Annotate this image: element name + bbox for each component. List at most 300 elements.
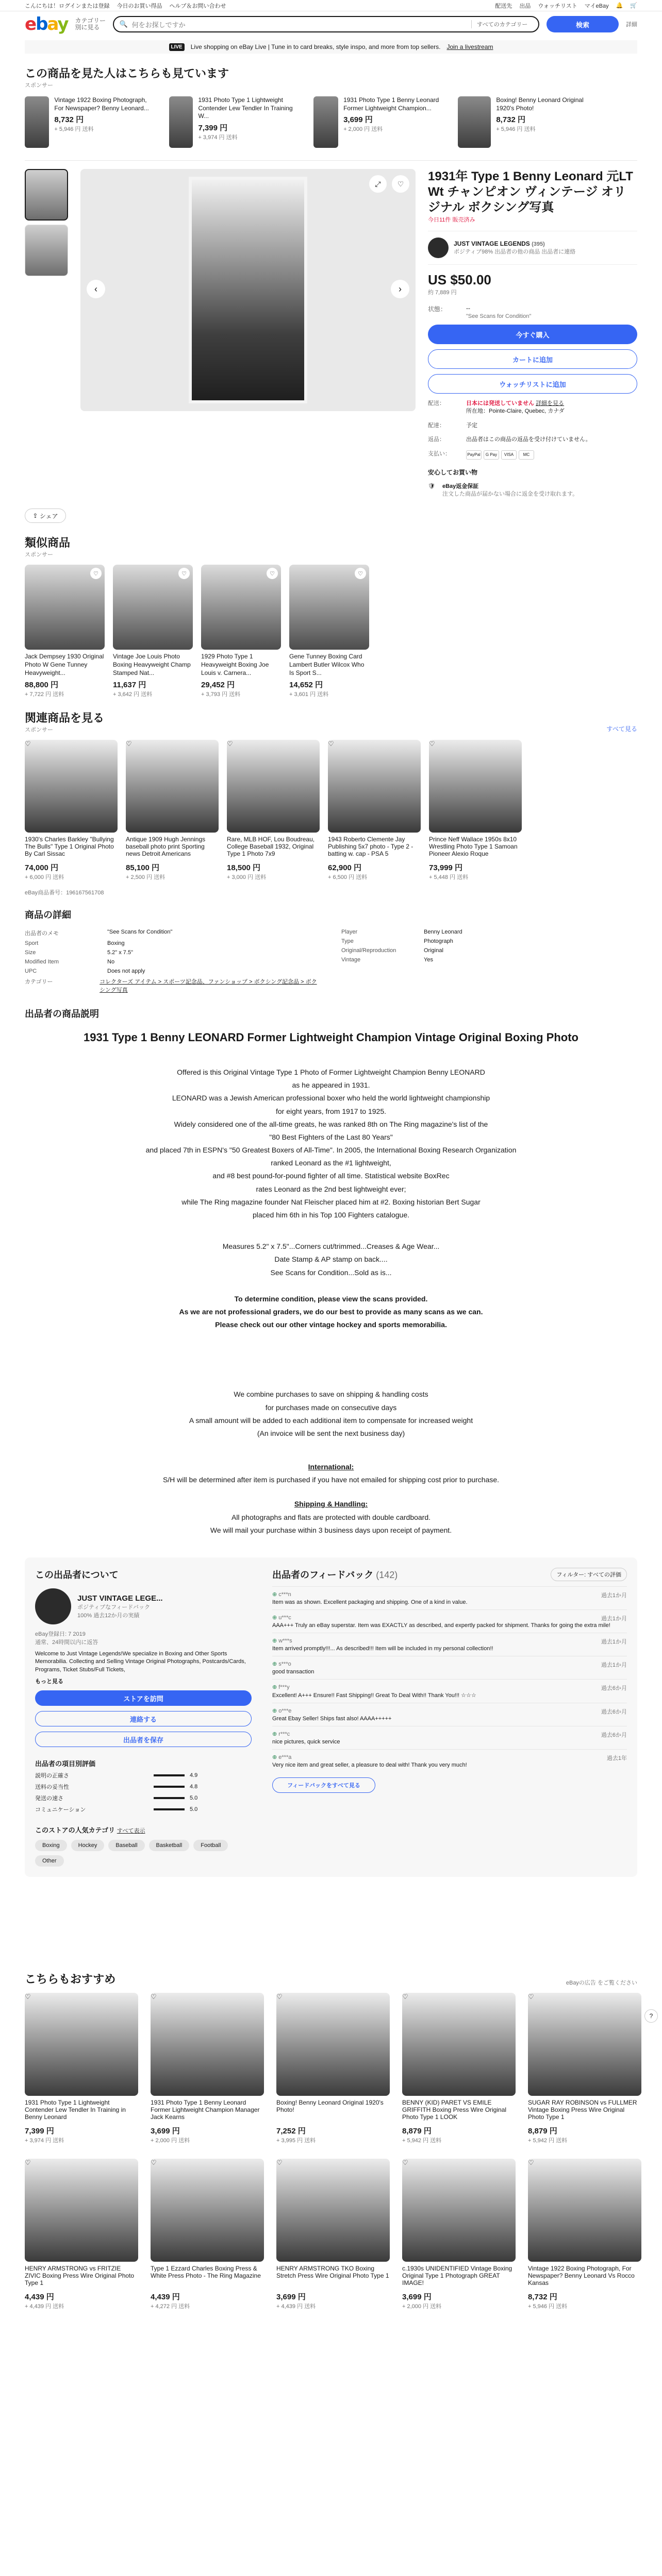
feedback-date: 過去1年: [606, 1755, 627, 1761]
item-image[interactable]: [25, 1993, 138, 2096]
sponsored-label: スポンサー: [25, 552, 53, 558]
list-item[interactable]: [289, 565, 369, 698]
feedback-user: c***n: [278, 1591, 291, 1598]
shipping-label: 配送：: [428, 400, 445, 406]
desc-line: Please check out our other vintage hockey and sports memorabilia.: [215, 1320, 447, 1329]
search-input[interactable]: 何をお探しですか: [131, 21, 186, 29]
item-title[interactable]: 1931 Photo Type 1 Lightweight Contender Lew Tendler In Training W...: [198, 96, 293, 120]
shipping-details-link[interactable]: 詳細を見る: [536, 400, 565, 406]
feedback-date: 過去1か月: [601, 1616, 627, 1622]
category-select[interactable]: すべてのカテゴリー: [471, 20, 533, 28]
seller-bio: Welcome to Just Vintage Legends!We specialize in Boxing and Other Sports Memorabilia. Collecting and Selling Vintage Original Photographs, Postcards/Cards, Programs, Ticket Stubs/Full Tickets,: [35, 1651, 246, 1673]
feedback-item: [272, 1703, 627, 1726]
item-price: 8,732 円: [54, 115, 84, 125]
category-chip[interactable]: Other: [35, 1855, 64, 1867]
item-title[interactable]: c.1930s UNIDENTIFIED Vintage Boxing Original Type 1 Photograph GREAT IMAGE!: [402, 2265, 512, 2287]
item-shipping: + 4,272 円 送料: [151, 2303, 190, 2310]
desc-line: placed him 6th in his Top 100 Fighters catalogue.: [252, 1211, 410, 1219]
desc-line: Measures 5.2" x 7.5"...Corners cut/trimmed...Creases & Age Wear...: [222, 1242, 440, 1251]
spec-row: [25, 967, 321, 976]
prev-arrow-icon[interactable]: ‹: [87, 280, 105, 298]
seller-card[interactable]: [428, 231, 637, 265]
feedback-text: nice pictures, quick service: [272, 1739, 340, 1745]
spec-value: Boxing: [107, 940, 125, 947]
desc-line: S/H will be determined after item is purchased if you have not emailed for shipping cost prior to purchase.: [162, 1476, 500, 1484]
thumbnail-list: [25, 169, 68, 498]
feedback-item: [272, 1679, 627, 1703]
desc-line: while The Ring magazine founder Nat Fleischer placed him at #2. Boxing historian Bert Sugar: [181, 1197, 481, 1206]
rating-value: 4.9: [190, 1772, 198, 1779]
feedback-count: (142): [376, 1570, 398, 1580]
watchlist-button[interactable]: ウォッチリストに追加: [428, 374, 637, 394]
help-link[interactable]: ヘルプ＆お問い合わせ: [169, 3, 226, 9]
item-shipping: + 7,722 円 送料: [25, 691, 64, 698]
item-price: 62,900 円: [328, 863, 362, 873]
desc-line: A small amount will be added to each additional item to compensate for increased weight: [189, 1416, 473, 1425]
list-item[interactable]: [328, 740, 421, 881]
list-item[interactable]: [528, 2159, 641, 2310]
list-item[interactable]: [25, 1993, 138, 2144]
positive-icon: ⊕: [272, 1661, 277, 1667]
item-image[interactable]: [276, 1993, 390, 2096]
heart-icon[interactable]: ♡: [126, 740, 132, 748]
specs-section: [25, 908, 637, 1020]
also-viewed-section: [25, 65, 637, 148]
positive-rate: 100% 過去12か月の実績: [77, 1612, 140, 1619]
seller-name[interactable]: JUST VINTAGE LEGE...: [77, 1594, 163, 1603]
item-image[interactable]: [25, 96, 49, 148]
feedback-item: [272, 1749, 627, 1772]
feedback-user: o***e: [278, 1708, 292, 1714]
spec-row: [25, 976, 321, 995]
item-price: 8,879 円: [402, 2127, 432, 2136]
ads-label[interactable]: eBayの広告 をご覧ください: [566, 1980, 637, 1987]
item-image[interactable]: [313, 96, 338, 148]
item-shipping: + 5,942 円 送料: [402, 2138, 442, 2144]
item-image[interactable]: [328, 740, 421, 833]
item-shipping: + 3,642 円 送料: [113, 691, 153, 698]
positive-icon: ⊕: [272, 1615, 277, 1621]
shield-icon: 🛡: [428, 483, 435, 489]
product-title: 1931年 Type 1 Benny Leonard 元LT Wt チャンピオン ヴィンテージ オリジナル ボクシング写真: [428, 170, 633, 214]
desc-line: Widely considered one of the all-time greats, he was ranked 8th on The Ring magazine's list of the: [174, 1120, 488, 1128]
desc-line: "80 Best Fighters of the Last 80 Years": [269, 1132, 393, 1141]
desc-line: See Scans for Condition...Sold as is...: [270, 1268, 392, 1277]
section-title: 類似商品: [25, 536, 71, 550]
payment-label: 支払い：: [428, 450, 451, 457]
list-item[interactable]: [201, 565, 281, 698]
list-item[interactable]: [151, 1993, 264, 2144]
item-shipping: + 2,500 円 送料: [126, 874, 166, 881]
item-image[interactable]: [151, 2159, 264, 2262]
seller-name[interactable]: JUST VINTAGE LEGENDS: [454, 240, 530, 247]
rating-label: 送料の妥当性: [35, 1784, 69, 1791]
category-chip[interactable]: Football: [193, 1840, 228, 1851]
item-title[interactable]: Rare, MLB HOF, Lou Boudreau, College Baseball 1932, Original Type 1 Photo 7x9: [227, 836, 315, 858]
main-image[interactable]: [80, 169, 416, 411]
spec-key: Vintage: [341, 957, 361, 963]
price: US $50.00: [428, 272, 491, 287]
sold-count: 今日11件 販売済み: [428, 217, 475, 223]
item-shipping: + 4,439 円 送料: [25, 2303, 64, 2310]
rating-bar: [154, 1797, 185, 1799]
category-chip[interactable]: Hockey: [71, 1840, 105, 1851]
gpay-icon: G Pay: [484, 450, 499, 460]
item-title[interactable]: 1930's Charles Barkley "Bullying The Bulls" Type 1 Original Photo By Carl Sissac: [25, 836, 114, 858]
desc-line: LEONARD was a Jewish American professional boxer who held the world lightweight championship: [172, 1094, 490, 1103]
live-banner: [25, 40, 637, 54]
advanced-search-link[interactable]: 詳細: [626, 22, 637, 28]
delivery-label: 配達：: [428, 422, 445, 429]
heart-icon[interactable]: ♡: [178, 568, 190, 579]
positive-icon: ⊕: [272, 1638, 277, 1644]
rating-bar: [154, 1774, 185, 1776]
see-all-feedback-button[interactable]: フィードバックをすべて見る: [272, 1777, 375, 1793]
shop-by-category[interactable]: カテゴリー別に見る: [75, 16, 106, 31]
visa-icon: VISA: [501, 450, 517, 460]
rating-value: 5.0: [190, 1795, 198, 1802]
desc-line: and #8 best pound-for-pound fighter of all time. Statistical website BoxRec: [212, 1172, 450, 1180]
item-image[interactable]: [289, 565, 369, 650]
item-image[interactable]: [25, 2159, 138, 2262]
rating-bar: [154, 1808, 185, 1810]
myebay-link[interactable]: マイeBay: [584, 3, 609, 9]
next-arrow-icon[interactable]: ›: [391, 280, 409, 298]
product-info: [428, 169, 637, 498]
spec-row: [25, 927, 321, 939]
returns-value: 出品者はこの商品の返品を受け付けていません。: [466, 436, 591, 443]
feedback-date: 過去6か月: [601, 1732, 627, 1738]
desc-line: rates Leonard as the 2nd best lightweight ever;: [256, 1184, 406, 1193]
list-item[interactable]: [227, 740, 320, 881]
buy-now-button[interactable]: 今すぐ購入: [428, 325, 637, 344]
seller-feedback[interactable]: ポジティブ98% 出品者の他の商品 出品者に連絡: [454, 249, 576, 255]
item-price: 3,699 円: [402, 2293, 432, 2302]
item-shipping: + 5,946 円 送料: [496, 126, 536, 133]
item-image[interactable]: [528, 2159, 641, 2262]
category-chip[interactable]: Boxing: [35, 1840, 67, 1851]
item-shipping: + 2,000 円 送料: [343, 126, 383, 133]
list-item[interactable]: [25, 96, 154, 148]
heart-icon[interactable]: ♡: [25, 1993, 31, 2001]
search-button[interactable]: 検索: [547, 16, 619, 32]
banner-link[interactable]: Join a livestream: [446, 43, 493, 50]
guarantee-text: 注文した商品が届かない場合に返金を受け取れます。: [442, 490, 578, 497]
sponsored-label: スポンサー: [25, 82, 53, 89]
heart-icon[interactable]: ♡: [25, 2159, 31, 2167]
list-item[interactable]: [402, 1993, 516, 2144]
rating-value: 4.8: [190, 1784, 198, 1790]
item-title[interactable]: BENNY (KID) PARET VS EMILE GRIFFITH Boxing Press Wire Original Photo Type 1 LOOK: [402, 2099, 507, 2121]
desc-line: We will mail your purchase within 3 business days upon receipt of payment.: [210, 1526, 452, 1534]
visit-store-button[interactable]: ストアを訪問: [35, 1690, 252, 1706]
desc-line: and placed 7th in ESPN's "50 Greatest Boxers of All-Time". In 2005, the International Boxing Research Organization: [145, 1146, 517, 1155]
list-item[interactable]: [113, 565, 193, 698]
feedback-user: r***c: [278, 1731, 290, 1737]
list-item[interactable]: [169, 96, 298, 148]
location: 所在地：Pointe-Claire, Quebec, カナダ: [466, 408, 565, 415]
list-item[interactable]: [151, 2159, 264, 2310]
live-badge: LIVE: [169, 43, 185, 51]
item-image[interactable]: [528, 1993, 641, 2096]
signin-link[interactable]: こんにちは！ログインまたは登録: [25, 3, 110, 9]
item-image[interactable]: [25, 565, 105, 650]
item-price: 3,699 円: [276, 2293, 306, 2302]
heart-icon[interactable]: ♡: [402, 1993, 408, 2001]
spec-value: "See Scans for Condition": [107, 929, 173, 936]
heart-icon[interactable]: ♡: [402, 2159, 408, 2167]
item-price: 7,252 円: [276, 2127, 306, 2136]
spec-key: 出品者のメモ: [25, 930, 59, 937]
rating-bar: [154, 1786, 185, 1788]
rating-row: [35, 1805, 252, 1814]
list-item[interactable]: [126, 740, 219, 881]
item-title[interactable]: HENRY ARMSTRONG TKO Boxing Stretch Press Wire Original Photo Type 1: [276, 2265, 389, 2280]
spec-row: [25, 948, 321, 957]
spec-key: Original/Reproduction: [341, 947, 396, 954]
thumbnail[interactable]: [25, 225, 68, 276]
item-title[interactable]: 1929 Photo Type 1 Heavyweight Boxing Joe Louis v. Carnera...: [201, 653, 269, 676]
ship-to-link[interactable]: 配送先: [495, 3, 512, 9]
item-title[interactable]: Vintage 1922 Boxing Photograph, For Newspaper? Benny Leonard Vs Rocco Kansas: [528, 2265, 635, 2287]
guarantee-title: 安心してお買い物: [428, 468, 478, 476]
shipping-value: 日本には発送していません: [466, 400, 534, 406]
item-title[interactable]: Type 1 Ezzard Charles Boxing Press & White Press Photo - The Ring Magazine: [151, 2265, 261, 2280]
list-item[interactable]: [25, 2159, 138, 2310]
item-image[interactable]: [429, 740, 522, 833]
item-image[interactable]: [126, 740, 219, 833]
heart-icon[interactable]: ♡: [276, 1993, 283, 2001]
see-all-link[interactable]: すべて見る: [606, 725, 637, 733]
heart-icon[interactable]: ♡: [528, 2159, 534, 2167]
heart-icon[interactable]: ♡: [528, 1993, 534, 2001]
item-title[interactable]: 1943 Roberto Clemente Jay Publishing 5x7 photo - Type 2 - batting w. cap - PSA 5: [328, 836, 413, 858]
heart-icon[interactable]: ♡: [25, 740, 31, 748]
list-item[interactable]: [276, 2159, 390, 2310]
spec-key: Sport: [25, 940, 39, 947]
list-item[interactable]: [276, 1993, 390, 2144]
item-title[interactable]: Prince Neff Wallace 1950s 8x10 Wrestling Photo Type 1 Samoan Pioneer Alexio Roque: [429, 836, 518, 858]
bell-icon[interactable]: 🔔: [616, 3, 623, 9]
feedback-user: f***y: [278, 1684, 290, 1690]
categories-title: このストアの人気カテゴリ: [35, 1826, 115, 1835]
feedback-item: [272, 1586, 627, 1609]
seller-logo[interactable]: [35, 1588, 71, 1624]
see-more-link[interactable]: もっと見る: [35, 1679, 63, 1685]
feedback-text: Great Ebay Seller! Ships fast also! AAAA+++++: [272, 1716, 392, 1722]
item-shipping: + 3,995 円 送料: [276, 2138, 316, 2144]
rating-label: 発送の速さ: [35, 1795, 63, 1802]
section-title: こちらもおすすめ: [25, 1973, 116, 1986]
sell-link[interactable]: 出品: [519, 3, 531, 9]
heart-icon[interactable]: ♡: [355, 568, 366, 579]
spec-value: No: [107, 959, 115, 965]
heart-icon[interactable]: ♡: [227, 740, 233, 748]
seller-count: (395): [532, 241, 545, 247]
about-title: この出品者について: [35, 1570, 119, 1580]
item-title[interactable]: 1931 Photo Type 1 Benny Leonard Former Lightweight Champion...: [343, 96, 439, 112]
item-title[interactable]: 1931 Photo Type 1 Benny Leonard Former Lightweight Champion Manager Jack Kearns: [151, 2099, 260, 2121]
avatar[interactable]: [428, 238, 449, 258]
similar-section: [25, 534, 637, 698]
positive-label: ポジティブなフィードバック: [77, 1604, 151, 1611]
item-title[interactable]: 1931 Photo Type 1 Lightweight Contender Lew Tendler In Training in Benny Leonard: [25, 2099, 126, 2121]
item-image[interactable]: [402, 1993, 516, 2096]
add-to-cart-button[interactable]: カートに追加: [428, 349, 637, 369]
positive-icon: ⊕: [272, 1754, 277, 1760]
condition-note: "See Scans for Condition": [466, 313, 532, 319]
feedback-date: 過去1か月: [601, 1662, 627, 1668]
desc-line: All photographs and flats are protected with double cardboard.: [231, 1513, 431, 1521]
list-item[interactable]: [528, 1993, 641, 2144]
spec-row: [341, 955, 637, 964]
item-price: 3,699 円: [343, 115, 373, 125]
list-item[interactable]: [429, 740, 522, 881]
feedback-text: Item was as shown. Excellent packaging and shipping. One of a kind in value.: [272, 1599, 468, 1605]
rating-row: [35, 1783, 252, 1791]
spec-key: UPC: [25, 968, 37, 975]
item-image[interactable]: [458, 96, 491, 148]
share-button[interactable]: [25, 509, 66, 523]
search-box[interactable]: [113, 16, 539, 32]
item-image[interactable]: [151, 1993, 264, 2096]
list-item[interactable]: [25, 565, 105, 698]
thumbnail[interactable]: [25, 169, 68, 221]
feedback-date: 過去6か月: [601, 1685, 627, 1691]
feedback-text: AAA+++ Truly an eBay superstar. Item was EXACTLY as described, and expertly packed for shipment. Thanks for going the extra mile!: [272, 1622, 610, 1629]
category-breadcrumb[interactable]: コレクターズ アイテム > スポーツ記念品、ファンショップ > ボクシング記念品 > ボクシング写真: [100, 979, 317, 994]
ebay-logo[interactable]: ebay: [25, 14, 68, 35]
item-title[interactable]: Jack Dempsey 1930 Original Photo W Gene Tunney Heavyweight...: [25, 653, 104, 676]
item-title[interactable]: HENRY ARMSTRONG vs FRITZIE ZIVIC Boxing Press Wire Original Photo Type 1: [25, 2265, 135, 2287]
item-price: 7,399 円: [25, 2127, 54, 2136]
spec-value: Does not apply: [107, 968, 145, 975]
guarantee-name[interactable]: eBay返金保証: [442, 483, 479, 489]
item-image[interactable]: [201, 565, 281, 650]
item-price: 29,452 円: [201, 681, 235, 690]
feedback-filter[interactable]: フィルター: すべての評価: [551, 1568, 627, 1581]
seller-about-box: [25, 1557, 637, 1877]
share-icon: ⇪: [32, 512, 38, 520]
item-title[interactable]: Gene Tunney Boxing Card Lambert Butler Wilcox Who Is Sport S...: [289, 653, 365, 676]
mastercard-icon: MC: [519, 450, 534, 460]
item-image[interactable]: [402, 2159, 516, 2262]
section-title: この商品を見た人はこちらも見ています: [25, 67, 229, 80]
item-image[interactable]: [227, 740, 320, 833]
related-section: [25, 709, 637, 896]
item-shipping: + 5,448 円 送料: [429, 874, 469, 881]
item-shipping: + 6,500 円 送料: [328, 874, 368, 881]
item-image[interactable]: [276, 2159, 390, 2262]
heart-icon[interactable]: ♡: [90, 568, 102, 579]
contact-button[interactable]: 連絡する: [35, 1711, 252, 1726]
item-title[interactable]: Boxing! Benny Leonard Original 1920's Photo!: [276, 2099, 384, 2114]
item-title[interactable]: Vintage 1922 Boxing Photograph, For Newspaper? Benny Leonard...: [54, 96, 149, 112]
heart-icon[interactable]: ♡: [392, 175, 409, 193]
list-item[interactable]: [25, 740, 118, 881]
item-price: 88,800 円: [25, 681, 59, 690]
help-icon[interactable]: ?: [644, 2009, 658, 2023]
watchlist-link[interactable]: ウォッチリスト: [538, 3, 577, 9]
rating-value: 5.0: [190, 1806, 198, 1813]
save-seller-button[interactable]: 出品者を保存: [35, 1732, 252, 1747]
positive-icon: ⊕: [272, 1684, 277, 1690]
item-shipping: + 5,946 円 送料: [54, 126, 94, 133]
item-title[interactable]: Vintage Joe Louis Photo Boxing Heavyweight Champ Stamped Nat...: [113, 653, 191, 676]
price-yen: 約 7,889 円: [428, 290, 457, 296]
deals-link[interactable]: 今日のお買い得品: [117, 3, 162, 9]
delivery-value: 予定: [466, 422, 477, 429]
list-item[interactable]: [458, 96, 587, 148]
desc-line: International:: [308, 1463, 354, 1471]
feedback-item: [272, 1656, 627, 1679]
desc-line: Offered is this Original Vintage Type 1 Photo of Former Lightweight Champion Benny LEONARD: [177, 1067, 485, 1076]
item-price: 8,879 円: [528, 2127, 557, 2136]
item-image[interactable]: [169, 96, 193, 148]
heart-icon[interactable]: ♡: [429, 740, 435, 748]
cart-icon[interactable]: 🛒: [630, 3, 637, 9]
item-title[interactable]: Boxing! Benny Leonard Original 1920's Photo!: [496, 96, 584, 112]
product-area: [25, 169, 637, 498]
condition-label: 状態：: [428, 306, 447, 313]
response-time: 通常、24時間以内に返答: [35, 1639, 98, 1646]
returns-label: 返品：: [428, 436, 445, 443]
desc-line: Date Stamp & AP stamp on back....: [274, 1255, 388, 1264]
item-shipping: + 5,946 円 送料: [528, 2303, 568, 2310]
item-shipping: + 3,793 円 送料: [201, 691, 241, 698]
feedback-user: s***o: [278, 1661, 291, 1667]
item-price: 73,999 円: [429, 863, 463, 873]
item-title[interactable]: SUGAR RAY ROBINSON vs FULLMER Vintage Boxing Press Wire Original Photo Type 1: [528, 2099, 637, 2121]
heart-icon[interactable]: ♡: [267, 568, 278, 579]
feedback-date: 過去1か月: [601, 1592, 627, 1599]
heart-icon[interactable]: ♡: [151, 1993, 157, 2001]
feedback-user: w***s: [278, 1638, 292, 1644]
description-heading: 出品者の商品説明: [25, 1009, 99, 1020]
category-chip[interactable]: Basketball: [149, 1840, 190, 1851]
condition-value: --: [466, 304, 470, 312]
spec-row: [341, 927, 637, 937]
desc-line: for purchases made on consecutive days: [265, 1403, 397, 1412]
rating-row: [35, 1794, 252, 1802]
item-shipping: + 5,942 円 送料: [528, 2138, 568, 2144]
expand-icon[interactable]: ⤢: [369, 175, 387, 193]
list-item[interactable]: [402, 2159, 516, 2310]
item-shipping: + 3,000 円 送料: [227, 874, 267, 881]
item-number: eBay商品番号：196167561708: [25, 890, 104, 896]
heart-icon[interactable]: ♡: [276, 2159, 283, 2167]
desc-line: We combine purchases to save on shipping & handling costs: [234, 1390, 428, 1399]
list-item[interactable]: [313, 96, 442, 148]
heart-icon[interactable]: ♡: [151, 2159, 157, 2167]
feedback-item: [272, 1609, 627, 1633]
item-image[interactable]: [113, 565, 193, 650]
feedback-date: 過去6か月: [601, 1709, 627, 1715]
heart-icon[interactable]: ♡: [328, 740, 334, 748]
feedback-item: [272, 1726, 627, 1749]
item-shipping: + 3,601 円 送料: [289, 691, 329, 698]
feedback-user: e***a: [278, 1754, 292, 1760]
feedback-text: Excellent! A+++ Ensure!! Fast Shipping!! Great To Deal With!! Thank You!!! ☆☆☆: [272, 1692, 476, 1699]
item-title[interactable]: Antique 1909 Hugh Jennings baseball photo print Sporting news Detroit Americans: [126, 836, 206, 858]
category-chip[interactable]: Baseball: [108, 1840, 144, 1851]
divider: [25, 160, 637, 161]
item-image[interactable]: [25, 740, 118, 833]
top-bar: [0, 0, 662, 11]
categories-see-all[interactable]: すべて表示: [117, 1828, 145, 1835]
spec-value: Photograph: [424, 938, 453, 945]
item-price: 4,439 円: [25, 2293, 54, 2302]
